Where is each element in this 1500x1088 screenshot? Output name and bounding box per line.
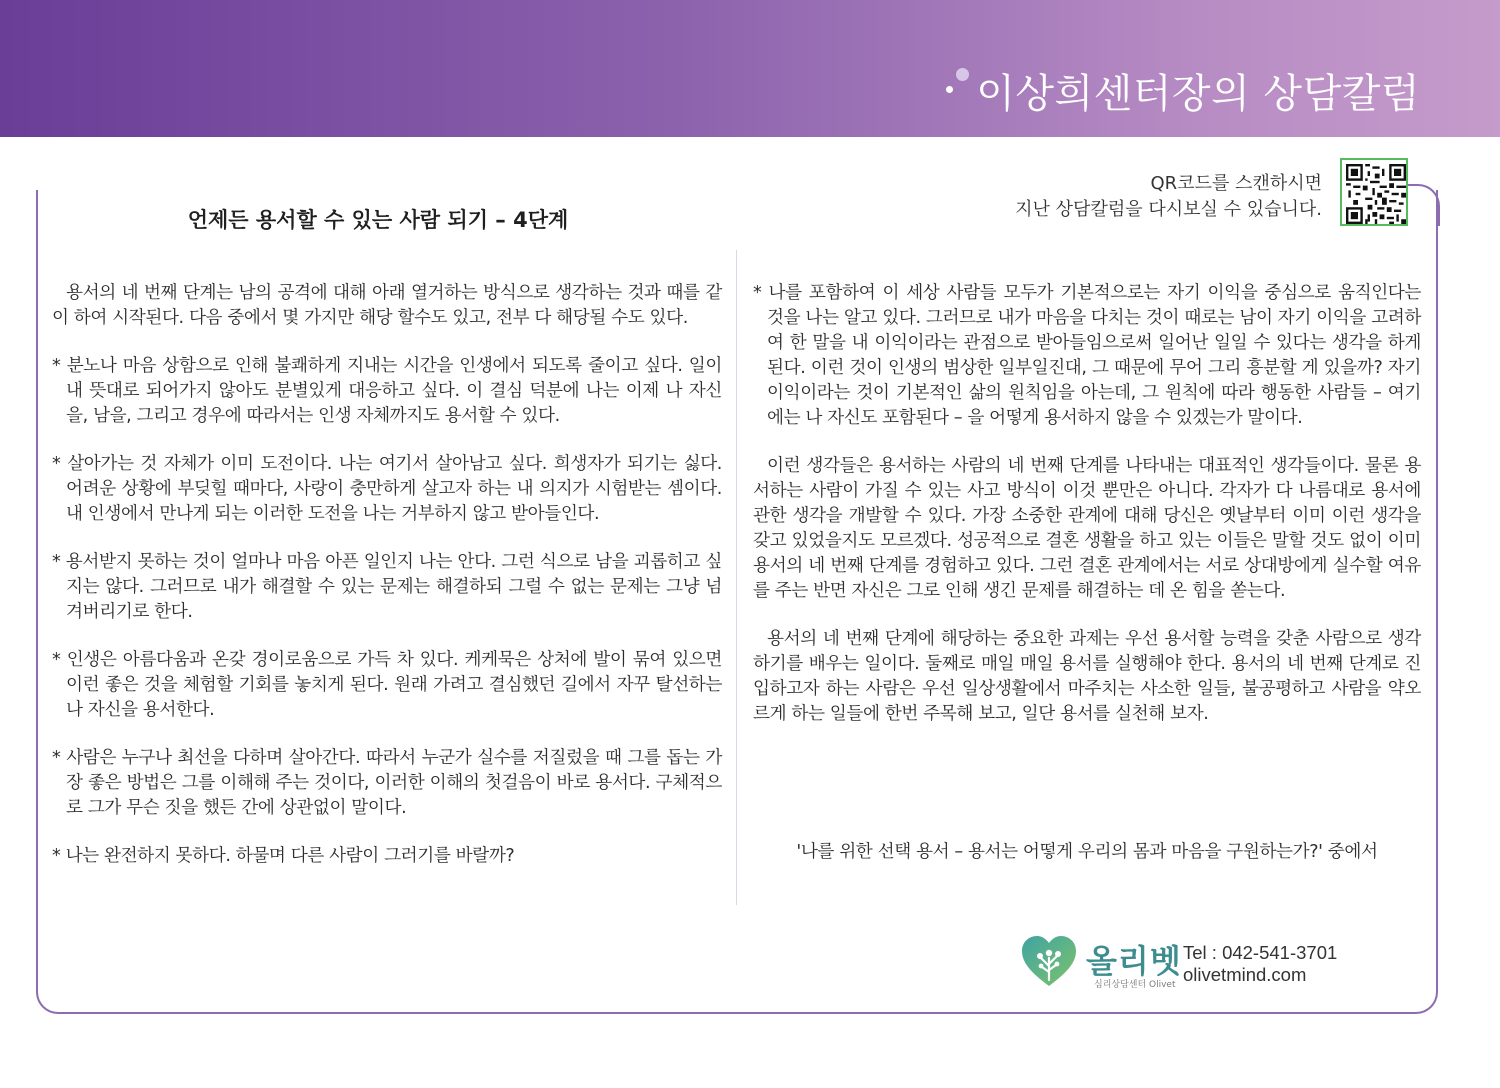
right-column [753, 281, 1421, 750]
list-item: * 분노나 마음 상함으로 인해 불쾌하게 지내는 시간을 인생에서 되도록 줄이고 싶다. 일이 내 뜻대로 되어가지 않아도 분별있게 대응하고 싶다. 이 결심 덕분에 나는 이제 나 자신을, 남을, 그리고 경우에 따라서는 인생 자체까지도 용서할 수 있다. [52, 356, 722, 426]
header-banner [0, 0, 1500, 137]
logo-subtitle: 심리상담센터 Olivet [1094, 980, 1176, 990]
olivet-heart-tree-icon [1020, 934, 1078, 988]
article-title: 언제든 용서할 수 있는 사람 되기 – 4단계 [187, 208, 569, 232]
column-divider [736, 250, 737, 905]
website-link[interactable]: olivetmind.com [1183, 964, 1307, 985]
list-item: * 나를 포함하여 이 세상 사람들 모두가 기본적으로는 자기 이익을 중심으로 움직인다는 것을 나는 알고 있다. 그러므로 내가 마음을 다치는 것이 때로는 남이 자기 이익을 고려하여 한 말을 내 이익이라는 관점으로 받아들임으로써 일어난 일일 수 있다는 생각을 하게 된다. 이런 것이 인생의 범상한 일부일진대, 그 때문에 무어 그리 흥분할 게 있을까? 자기 이익이라는 것이 기본적인 삶의 원칙임을 아는데, 그 원칙에 따라 행동한 사람들 – 여기에는 나 자신도 포함된다 – 을 어떻게 용서하지 않을 수 있겠는가 말이다. [753, 283, 1421, 428]
logo-name: 올리벳 [1086, 942, 1182, 980]
list-item: * 살아가는 것 자체가 이미 도전이다. 나는 여기서 살아남고 싶다. 희생자가 되기는 싫다. 어려운 상황에 부딪힐 때마다, 사랑이 충만하게 살고자 하는 내 의지가 시험받는 셈이다. 내 인생에서 만나게 되는 이러한 도전을 나는 거부하지 않고 받아들인다. [52, 454, 722, 524]
qr-caption-line1: QR코드를 스캔하시면 [1150, 173, 1322, 194]
qr-caption [1015, 171, 1322, 223]
column-series-title-text: 이상희센터장의 상담칼럼 [976, 71, 1420, 117]
column-series-title [976, 62, 1420, 119]
left-column [52, 281, 722, 892]
body-paragraph: 용서의 네 번째 단계에 해당하는 중요한 과제는 우선 용서할 능력을 갖춘 사람으로 생각하기를 배우는 일이다. 둘째로 매일 매일 용서를 실행해야 한다. 용서의 네 번째 단계로 진입하고자 하는 사람은 우선 일상생활에서 마주치는 사소한 일들, 불공평하고 사람을 약오르게 하는 일들에 한번 주목해 보고, 일단 용서를 실천해 보자. [753, 629, 1421, 724]
qr-caption-line2: 지난 상담칼럼을 다시보실 수 있습니다. [1015, 199, 1322, 220]
intro-paragraph: 용서의 네 번째 단계는 남의 공격에 대해 아래 열거하는 방식으로 생각하는 것과 때를 같이 하여 시작된다. 다음 중에서 몇 가지만 해당 할수도 있고, 전부 다 해당될 수도 있다. [52, 283, 722, 328]
source-citation: '나를 위한 선택 용서 – 용서는 어떻게 우리의 몸과 마음을 구원하는가?' 중에서 [796, 842, 1378, 862]
contact-info [1183, 942, 1337, 986]
body-paragraph: 이런 생각들은 용서하는 사람의 네 번째 단계를 나타내는 대표적인 생각들이다. 물론 용서하는 사람이 가질 수 있는 사고 방식이 이것 뿐만은 아니다. 각자가 다 나름대로 용서에 관한 생각을 개발할 수 있다. 가장 소중한 관계에 대해 당신은 옛날부터 이미 이런 생각을 갖고 있었을지도 모르겠다. 성공적으로 결혼 생활을 하고 있는 이들은 말할 것도 없이 이미 용서의 네 번째 단계를 경험하고 있다. 그런 결혼 관계에서는 서로 상대방에게 실수할 여유를 주는 반면 자신은 그로 인해 생긴 문제를 해결하는 데 온 힘을 쏟는다. [753, 456, 1421, 601]
list-item: * 나는 완전하지 못하다. 하물며 다른 사람이 그러기를 바랄까? [52, 846, 515, 866]
title-bullet-icon [946, 68, 970, 98]
list-item: * 인생은 아름다움과 온갖 경이로움으로 가득 차 있다. 케케묵은 상처에 발이 묶여 있으면 이런 좋은 것을 체험할 기회를 놓치게 된다. 원래 가려고 결심했던 길에서 자꾸 탈선하는 나 자신을 용서한다. [52, 650, 722, 720]
qr-code-icon [1346, 164, 1406, 224]
phone-number: Tel : 042-541-3701 [1183, 942, 1338, 963]
list-item: * 사람은 누구나 최선을 다하며 살아간다. 따라서 누군가 실수를 저질렀을 때 그를 돕는 가장 좋은 방법은 그를 이해해 주는 것이다, 이러한 이해의 첫걸음이 바로 용서다. 구체적으로 그가 무슨 짓을 했든 간에 상관없이 말이다. [52, 748, 722, 818]
list-item: * 용서받지 못하는 것이 얼마나 마음 아픈 일인지 나는 안다. 그런 식으로 남을 괴롭히고 싶지는 않다. 그러므로 내가 해결할 수 있는 문제는 해결하되 그럴 수 없는 문제는 그냥 넘겨버리기로 한다. [52, 552, 722, 622]
qr-code[interactable] [1340, 158, 1408, 226]
